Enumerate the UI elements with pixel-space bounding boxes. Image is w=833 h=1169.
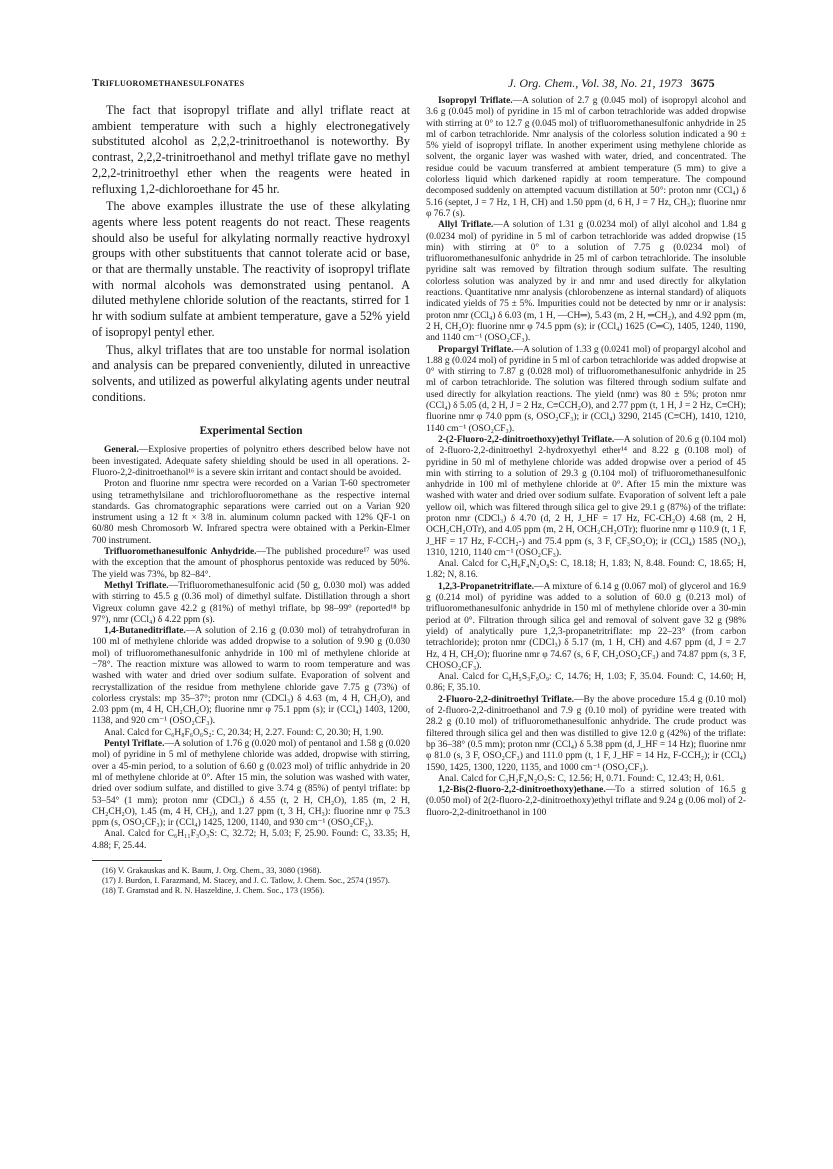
section-title: Experimental Section [199, 425, 303, 438]
journal-citation: J. Org. Chem., Vol. 38, No. 21, 1973 [508, 76, 683, 90]
left-column [92, 103, 410, 1123]
paragraph-text: —A mixture of 6.14 g (0.067 mol) of glycerol and 16.9 g (0.214 mol) of pyridine was added to a solution of 60.0 g (0.213 mol) of trifluoromethanesulfonic anhydride in 150 ml of methylene chloride over a 30-min period at 0°. Filtration through silica gel and removal of solvent gave 32 g (98% yield) of analytically pure 1,2,3-propanetritriflate: mp 22–23° (from carbon tetrachloride); proton nmr (CDCl₃) δ 5.17 (m, 1 H, CH) and 4.67 ppm (d, J = 2.7 Hz, 4 H, CH₂O); fluorine nmr φ 74.67 (s, 6 F, CH₂OSO₂CF₃) and 74.87 ppm (s, 3 F, CHOSO₂CF₃). [426, 581, 746, 671]
paragraph-heading: Pentyl Triflate. [104, 739, 165, 750]
experimental-paragraph [92, 479, 410, 547]
paragraph-text: Proton and fluorine nmr spectra were recorded on a Varian T-60 spectrometer using tetramethylsilane and trichlorofluoromethane as the respective internal standards. Gas chromatographic separations were carried out on a Varian 920 instrument using a 12 ft × 3/8 in. aluminum column packed with 12% QF-1 on 60/80 mesh Chromosorb W. Infrared spectra were obtained with a Perkin-Elmer 700 instrument. [92, 479, 410, 546]
experimental-paragraph [426, 774, 746, 785]
paragraph-text: Anal. Calcd for C₃H₂F₄N₂O₇S: C, 12.56; H, 0.71. Found: C, 12.43; H, 0.61. [438, 773, 725, 784]
experimental-paragraph [92, 626, 410, 728]
footnotes [92, 866, 410, 896]
paragraph-text: —A solution of 1.76 g (0.020 mol) of pentanol and 1.58 g (0.020 mol) of pyridine in 5 ml of methylene chloride was added, dropwise with stirring, over a 45-min period, to a solution of 6.60 g (0.023 mol) of triflic anhydride in 20 ml of methylene chloride at 0°. After 15 min, the solution was washed with water, dried over sodium sulfate, and distilled to give 3.74 g (85%) of pentyl triflate: bp 53–54° (1 mm); proton nmr (CDCl₃) δ 4.55 (t, 2 H, CH₂O), 1.85 (m, 2 H, CH₂CH₂O), 1.45 (m, 4 H, CH₂), and 1.27 ppm (t, 3 H, CH₃): fluorine nmr φ 75.3 ppm (s, OSO₂CF₃); ir (CCl₄) 1425, 1200, 1140, and 930 cm⁻¹ (OSO₂CF₃). [92, 739, 410, 829]
paragraph-text: Anal. Calcd for C₅H₆F₄N₂O₈S: C, 18.18; H, 1.83; N, 8.48. Found: C, 18.65; H, 1.82; N, 8.16. [426, 559, 746, 581]
paragraph-heading: 1,2,3-Propanetritriflate. [438, 581, 535, 592]
paragraph-text: —The published procedure¹⁷ was used with the exception that the amount of phosphorus pentoxide was reduced by 50%. The yield was 73%, bp 82–84°. [92, 547, 410, 580]
experimental-paragraph [426, 695, 746, 774]
right-column [426, 96, 746, 1164]
paragraph-text: —Trifluoromethanesulfonic acid (50 g, 0.030 mol) was added with stirring to 45.5 g (0.36 mol) of dimethyl sulfate. Distillation through a short Vigreux column gave 42.2 g (81%) of methyl triflate, bp 98–99° (reported¹⁸ bp 97°), nmr (CCl₄) δ 4.22 ppm (s). [92, 580, 410, 625]
experimental-paragraph [426, 785, 746, 819]
paragraph-text: Anal. Calcd for C₆H₈F₆O₆S₂: C, 20.34; H, 2.27. Found: C, 20.30; H, 1.90. [104, 727, 384, 738]
experimental-paragraph [426, 672, 746, 695]
experimental-paragraph [92, 445, 410, 479]
body-paragraph: The above examples illustrate the use of these alkylating agents where less potent reagents do not react. These reagents should also be useful for alkylating normally reactive hydroxyl groups with other substituents that cannot tolerate acid or base, or that are thermally unstable. The reactivity of isopropyl triflate with normal alcohols was demonstrated using pentanol. A diluted methylene chloride solution of the reactants, stirred for 1 hr with sodium sulfate at ambient temperature, gave a 52% yield of isopropyl pentyl ether. [92, 199, 410, 339]
paragraph-text: —A solution of 1.33 g (0.0241 mol) of propargyl alcohol and 1.88 g (0.024 mol) of pyridine in 5 ml of carbon tetrachloride was added dropwise at 0° with stirring to 7.87 g (0.028 mol) of trifluoromethanesulfonic anhydride in 25 ml of carbon tetrachloride. The solution was filtered through sodium sulfate and used directly for alkylation reactions. The yield (nmr) was 80 ± 5%; proton nmr (CCl₄) δ 5.05 (d, 2 H, J = 2 Hz, C≡CCH₂O), and 2.77 ppm (t, 1 H, J = 2 Hz, C≡CH); fluorine nmr φ 74.0 ppm (s, OSO₂CF₃); ir (CCl₄) 3290, 2145 (C≡CH), 1410, 1210, 1140 cm⁻¹ (OSO₂CF₃). [426, 344, 746, 434]
footnote: (17) J. Burdon, I. Farazmand, M. Stacey, and J. C. Tatlow, J. Chem. Soc., 2574 (1957). [102, 876, 390, 886]
paragraph-heading: Methyl Triflate. [104, 580, 169, 591]
paragraph-heading: 2-(2-Fluoro-2,2-dinitroethoxy)ethyl Triflate. [438, 434, 615, 445]
journal-header [508, 76, 715, 91]
paragraph-heading: 2-Fluoro-2,2-dinitroethyl Triflate. [438, 694, 574, 705]
discussion-text [92, 103, 410, 405]
paragraph-heading: 1,4-Butaneditriflate. [104, 626, 186, 637]
experimental-paragraph [426, 220, 746, 344]
paragraph-text: —A solution of 2.16 g (0.030 mol) of tetrahydrofuran in 100 ml of methylene chloride was added dropwise to a solution of 9.90 g (0.030 mol) of trifluoromethanesulfonic anhydride in 100 ml of methylene chloride at −78°. The reaction mixture was allowed to warm to room temperature and was washed with water and dried over sodium sulfate. Evaporation of solvent and recrystallization of the residue from methylene chloride gave 7.75 g (73%) of colorless crystals: mp 35–37°; proton nmr (CDCl₃) δ 4.63 (m, 4 H, CH₂O), and 2.03 ppm (m, 4 H, CH₂CH₂O); fluorine nmr φ 75.1 ppm (s); ir (CCl₄) 1403, 1200, 1138, and 920 cm⁻¹ (OSO₂CF₃). [92, 626, 410, 727]
paragraph-text: —A solution of 20.6 g (0.104 mol) of 2-fluoro-2,2-dinitroethyl 2-hydroxyethyl ether¹⁴ and 8.22 g (0.108 mol) of pyridine in 50 ml of methylene chloride was added dropwise over a period of 45 min with stirring to a solution of 29.3 g (0.104 mol) of trifluoromethanesulfonic anhydride in 100 ml of methylene chloride at 0°. After 15 min the mixture was washed with water and dried over sodium sulfate. Evaporation of solvent left a pale yellow oil, which was filtered through silica gel to give 29.1 g (87%) of the triflate: proton nmr (CDCl₃) δ 4.70 (d, 2 H, J_HF = 17 Hz, FC-CH₂O) 4.68 (m, 2 H, OCH₂CH₂OTr), and 4.05 ppm (m, 2 H, OCH₂CH₂OTr); fluorine nmr φ 110.9 (t, 1 F, J_HF = 17 Hz, F-CCH₂-) and 75.4 ppm (s, 3 F, CF₃SO₂O); ir (CCl₄) 1585 (NO₂), 1310, 1210, 1140 cm⁻¹ (OSO₂CF₃). [426, 434, 746, 558]
experimental-paragraph [92, 581, 410, 626]
paragraph-heading: 1,2-Bis(2-fluoro-2,2-dinitroethoxy)ethane. [438, 785, 606, 796]
experimental-text [92, 445, 410, 852]
paragraph-text: —A solution of 2.7 g (0.045 mol) of isopropyl alcohol and 3.6 g (0.045 mol) of pyridine in 15 ml of carbon tetrachloride was added dropwise with stirring at 0° to 12.7 g (0.045 mol) of trifluoromethanesulfonic anhydride in 25 ml of carbon tetrachloride. Nmr analysis of the colorless solution indicated a 90 ± 5% yield of isopropyl triflate. In another experiment using methylene chloride as solvent, the organic layer was washed with water, dried, and concentrated. The residue could be vacuum transferred at ambient temperature (5 mm) to give a colorless liquid which darkened rapidly at room temperature. The compound decomposed suddenly on attempted vacuum distillation at 50°: proton nmr (CCl₄) δ 5.16 (septet, J = 7 Hz, 1 H, CH) and 1.50 ppm (d, 6 H, J = 7 Hz, CH₃); fluorine nmr φ 76.7 (s). [426, 96, 746, 219]
paragraph-heading: Isopropyl Triflate. [438, 96, 513, 106]
footnote: (18) T. Gramstad and R. N. Haszeldine, J. Chem. Soc., 173 (1956). [102, 886, 325, 896]
footnote-divider [92, 860, 162, 861]
experimental-paragraph [426, 96, 746, 220]
experimental-paragraph [92, 739, 410, 829]
paragraph-text: —A solution of 1.31 g (0.0234 mol) of allyl alcohol and 1.84 g (0.0234 mol) of pyridine in 5 ml of carbon tetrachloride was added dropwise (15 min) with stirring at 0° to a solution of 7.75 g (0.0234 mol) of trifluoromethanesulfonic anhydride in 25 ml of carbon tetrachloride. The insoluble pyridine salt was removed by filtration through sodium sulfate. The resulting colorless solution was analyzed by ir and nmr and used directly for alkylation reactions. Quantitative nmr analysis (chlorobenzene as internal standard) of aliquots indicated yields of 75 ± 5%. Impurities could not be detected by nmr or ir analysis: proton nmr (CCl₄) δ 6.03 (m, 1 H, —CH═), 5.43 (m, 2 H, ═CH₂), and 4.92 ppm (m, 2 H, CH₂O): fluorine nmr φ 74.5 ppm (s); ir (CCl₄) 1625 (C═C), 1405, 1240, 1190, and 1140 cm⁻¹ (OSO₂CF₃). [426, 220, 746, 344]
body-paragraph: Thus, alkyl triflates that are too unstable for normal isolation and analysis can be prepared conveniently, diluted in unreactive solvents, and utilized as powerful alkylating agents under neutral conditions. [92, 342, 410, 404]
running-title: Trifluoromethanesulfonates [92, 77, 245, 89]
paragraph-text: —To a stirred solution of 16.5 g (0.050 mol) of 2(2-fluoro-2,2-dinitroethoxy)ethyl triflate and 9.24 g (0.06 mol) of 2-fluoro-2,2-dinitroethanol in 100 [426, 785, 746, 818]
experimental-paragraph [426, 582, 746, 672]
experimental-paragraph [426, 435, 746, 559]
experimental-paragraph [92, 547, 410, 581]
experimental-paragraph [426, 559, 746, 582]
paragraph-heading: General. [104, 445, 139, 456]
paragraph-heading: Propargyl Triflate. [438, 344, 514, 355]
paragraph-text: —Explosive properties of polynitro ethers described below have not been investigated. Adequate safety shielding should be used in all operations. 2-Fluoro-2,2-dinitroethanol¹⁶ is a severe skin irritant and contact should be avoided. [92, 445, 410, 478]
experimental-paragraph [92, 829, 410, 852]
footnote: (16) V. Grakauskas and K. Baum, J. Org. Chem., 33, 3080 (1968). [102, 866, 322, 876]
paragraph-text: Anal. Calcd for C₆H₅S₃F₉O₉: C, 14.76; H, 1.03; F, 35.04. Found: C, 14.60; H, 0.86; F, 35.10. [426, 672, 746, 694]
paragraph-heading: Allyl Triflate. [438, 220, 494, 231]
page-number: 3675 [690, 76, 715, 90]
paragraph-text: Anal. Calcd for C₆H₁₁F₃O₃S: C, 32.72; H, 5.03; F, 25.90. Found: C, 33.35; H, 4.88; F, 25.44. [92, 829, 410, 851]
experimental-paragraph [92, 728, 410, 739]
body-paragraph: The fact that isopropyl triflate and allyl triflate react at ambient temperature with such a highly electronegatively substituted alcohol as 2,2,2-trinitroethanol is noteworthy. By contrast, 2,2,2-trinitroethanol and methyl triflate gave no methyl 2,2,2-trinitroethyl ether when the reagents were heated in refluxing 1,2-dichloroethane for 45 hr. [92, 103, 410, 196]
paragraph-text: —By the above procedure 15.4 g (0.10 mol) of 2-fluoro-2,2-dinitroethanol and 7.9 g (0.10 mol) of pyridine were treated with 28.2 g (0.10 mol) of trifluoromethanesulfonic anhydride. The crude product was filtered through silica gel and then was distilled to give 12.0 g (42%) of the triflate: bp 36–38° (0.5 mm); proton nmr (CCl₄) δ 5.38 ppm (d, J_HF = 14 Hz); fluorine nmr φ 81.0 (s, 3 F, OSO₂CF₃) and 111.0 ppm (t, 1 F, J_HF = 14 Hz, F-CCH₂); ir (CCl₄) 1590, 1425, 1300, 1220, 1135, and 1000 cm⁻¹ (OSO₂CF₃). [426, 694, 746, 773]
paragraph-heading: Trifluoromethanesulfonic Anhydride. [104, 547, 257, 558]
experimental-paragraph [426, 345, 746, 435]
